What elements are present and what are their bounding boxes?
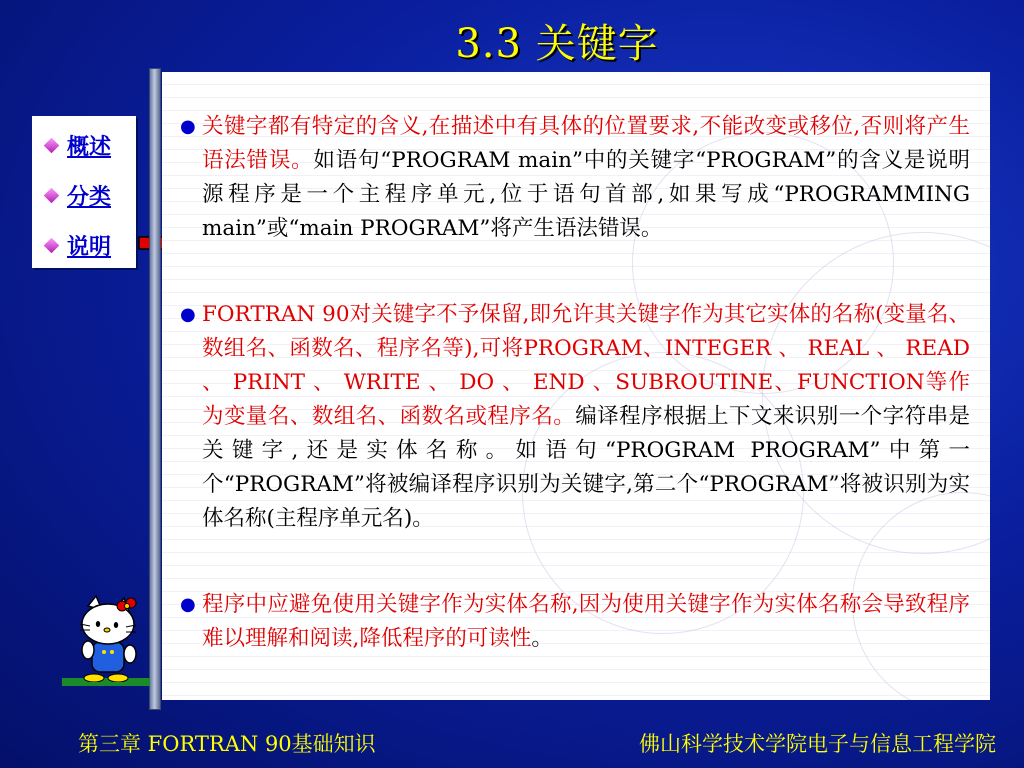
nav-link-overview[interactable]: 概述 — [67, 135, 112, 160]
footer-chapter: 第三章 FORTRAN 90基础知识 — [78, 732, 376, 756]
bullet-icon: ● — [180, 304, 196, 325]
nav-panel — [32, 116, 136, 268]
bullet-icon: ● — [180, 594, 196, 615]
paragraph-1 — [180, 110, 970, 246]
vertical-divider — [149, 68, 161, 710]
nav-item-overview[interactable] — [46, 130, 111, 161]
nav-item-classification[interactable] — [46, 180, 111, 211]
diamond-icon — [44, 238, 60, 254]
diamond-icon — [44, 188, 60, 204]
paragraph-3-emphasis: 程序中应避免使用关键字作为实体名称,因为使用关键字作为实体名称会导致程序难以理解和阅读,降低程序的可读性 — [202, 592, 970, 651]
nav-item-explanation[interactable] — [46, 230, 111, 261]
paragraph-3-text: 。 — [531, 626, 553, 651]
paragraph-3 — [180, 588, 970, 656]
footer-institution: 佛山科学技术学院电子与信息工程学院 — [639, 732, 996, 756]
paragraph-2 — [180, 298, 970, 536]
paragraph-2-emphasis: FORTRAN 90对关键字不予保留,即允许其关键字作为其它实体的名称(变量名、数组名、函数名、程序名等),可将PROGRAM、INTEGER 、 REAL 、 READ 、 PRINT 、 WRITE 、 DO 、 END 、SUBROUTINE、FUNCTION等作为变量名、数组名、函数名或程序名。 — [202, 302, 970, 429]
paragraph-1-emphasis: 关键字都有特定的含义,在描述中有具体的位置要求,不能改变或移位,否则将产生语法错误。 — [202, 114, 970, 173]
diamond-icon — [44, 138, 60, 154]
content-panel — [162, 72, 990, 700]
hello-kitty-icon — [74, 594, 146, 682]
slide-title: 3.3 关键字 — [455, 21, 659, 67]
paragraph-1-text: 如语句“PROGRAM main”中的关键字“PROGRAM”的含义是说明源程序是一个主程序单元,位于语句首部,如果写成“PROGRAMMING main”或“main PROGRAM”将产生语法错误。 — [202, 148, 970, 241]
bullet-icon: ● — [180, 116, 196, 137]
paragraph-2-text: 编译程序根据上下文来识别一个字符串是关键字,还是实体名称。如语句“PROGRAM PROGRAM”中第一个“PROGRAM”将被编译程序识别为关键字,第二个“PROGRAM”将被识别为实体名称(主程序单元名)。 — [202, 404, 970, 531]
nav-link-classification[interactable]: 分类 — [67, 185, 112, 210]
nav-link-explanation[interactable]: 说明 — [67, 235, 112, 260]
